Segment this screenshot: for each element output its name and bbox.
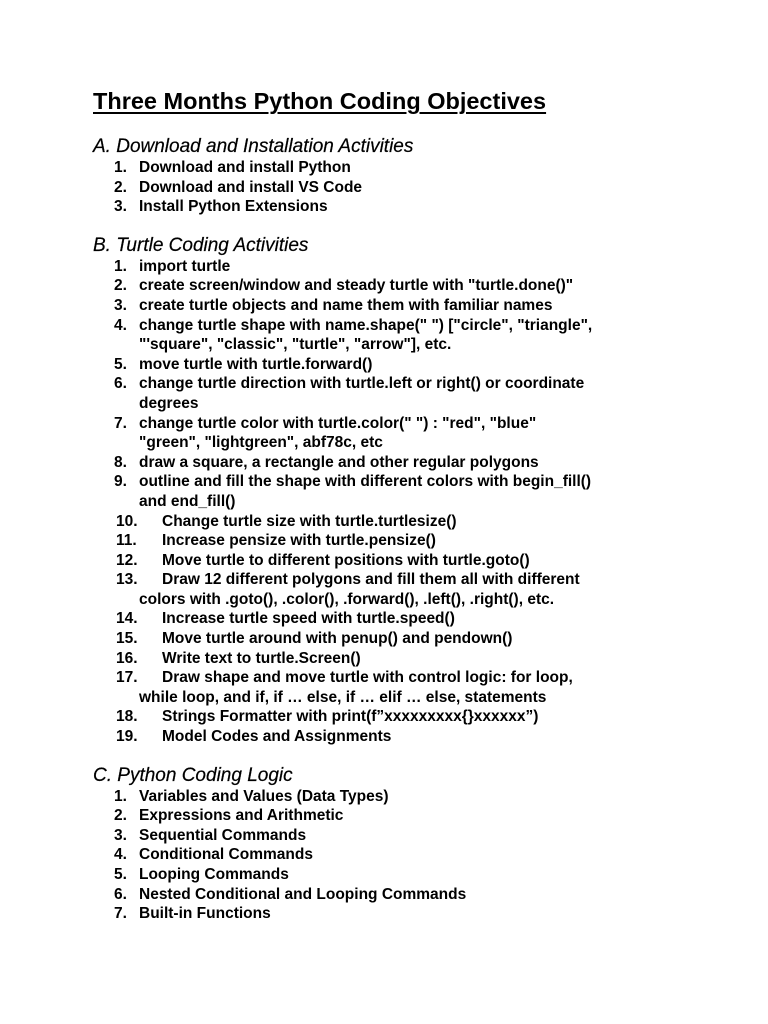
list-item <box>93 158 693 178</box>
list-item <box>93 806 693 826</box>
list-item-number: 1. <box>114 787 127 805</box>
list-item-text: create turtle objects and name them with familiar names <box>139 296 553 314</box>
list-item-number: 2. <box>114 277 127 295</box>
list-item <box>93 787 693 807</box>
list-item-number: 5. <box>114 355 127 373</box>
document-page <box>93 86 693 924</box>
list-item <box>93 178 693 198</box>
list-item-text: Increase pensize with turtle.pensize() <box>162 532 436 550</box>
list-item-text-continued: degrees <box>139 394 199 412</box>
list-item-number: 16. <box>116 649 138 667</box>
list-item-number: 13. <box>116 571 138 589</box>
list-item <box>93 551 693 571</box>
list-item-number: 9. <box>114 473 127 491</box>
list-item-number: 17. <box>116 669 138 687</box>
list-item-number: 3. <box>114 826 127 844</box>
list-item <box>93 472 693 511</box>
list-item <box>93 374 693 413</box>
list-item-text: draw a square, a rectangle and other regular polygons <box>139 453 539 471</box>
list-item-number: 7. <box>114 414 127 432</box>
list-item-text: move turtle with turtle.forward() <box>139 355 373 373</box>
list-item <box>93 453 693 473</box>
list-item-number: 3. <box>114 198 127 216</box>
list-item-text: Built-in Functions <box>139 905 271 923</box>
list-item-text-continued: "green", "lightgreen", abf78c, etc <box>139 434 383 452</box>
list-item <box>93 649 693 669</box>
list-item-number: 19. <box>116 728 138 746</box>
list-item <box>93 316 693 355</box>
list-item <box>93 296 693 316</box>
list-item-text: import turtle <box>139 257 231 275</box>
list-item-text: Nested Conditional and Looping Commands <box>139 885 467 903</box>
list-item-text: Move turtle to different positions with turtle.goto() <box>162 551 530 569</box>
list-item-text: Write text to turtle.Screen() <box>162 649 361 667</box>
list-item-number: 6. <box>114 375 127 393</box>
list-item-text: Model Codes and Assignments <box>162 728 392 746</box>
list-item-text: Draw shape and move turtle with control logic: for loop, <box>162 669 573 687</box>
list-item <box>93 629 693 649</box>
list-item-text: Looping Commands <box>139 866 289 883</box>
list-item <box>93 276 693 296</box>
list-item <box>93 355 693 375</box>
list-item-number: 2. <box>114 178 127 196</box>
list-item-number: 15. <box>116 630 138 648</box>
list-item <box>93 570 693 609</box>
list-item-number: 6. <box>114 885 127 903</box>
list-item <box>93 826 693 846</box>
list-item-text: Download and install VS Code <box>139 178 363 196</box>
list-item-text: Variables and Values (Data Types) <box>139 787 389 805</box>
list-item-text: Strings Formatter with print(f”xxxxxxxxx{}xxxxxx”) <box>162 708 539 726</box>
list-item <box>93 727 693 747</box>
list-item <box>93 414 693 453</box>
section-heading-download: A. Download and Installation Activities <box>93 136 414 157</box>
list-item <box>93 707 693 727</box>
list-item-text: change turtle shape with name.shape(" ") ["circle", "triangle", <box>139 316 593 334</box>
list-item <box>93 512 693 532</box>
section-heading-turtle: B. Turtle Coding Activities <box>93 234 309 256</box>
turtle-activities-list <box>93 257 693 747</box>
list-item-number: 1. <box>114 159 127 176</box>
list-item <box>93 845 693 865</box>
list-item-text: change turtle color with turtle.color(" ") : "red", "blue" <box>139 414 537 432</box>
list-item-number: 8. <box>114 453 127 471</box>
list-item-text-continued: while loop, and if, if … else, if … elif … else, statements <box>139 688 547 706</box>
list-item-text-continued: colors with .goto(), .color(), .forward(), .left(), .right(), etc. <box>139 590 555 608</box>
list-item-text: Move turtle around with penup() and pendown() <box>162 630 513 648</box>
list-item-number: 5. <box>114 866 127 883</box>
list-item <box>93 668 693 707</box>
download-activities-list <box>93 158 693 217</box>
list-item-number: 12. <box>116 551 138 569</box>
list-item-number: 4. <box>114 316 127 334</box>
list-item <box>93 885 693 905</box>
list-item-text: change turtle direction with turtle.left or right() or coordinate <box>139 375 585 393</box>
list-item <box>93 531 693 551</box>
list-item-number: 14. <box>116 610 138 628</box>
list-item-text-continued: and end_fill() <box>139 492 236 510</box>
list-item-text-continued: "'square", "classic", "turtle", "arrow"], etc. <box>139 336 452 354</box>
list-item <box>93 904 693 924</box>
list-item-number: 1. <box>114 257 127 275</box>
list-item-text: Increase turtle speed with turtle.speed() <box>162 610 455 628</box>
list-item <box>93 257 693 277</box>
list-item-text: Change turtle size with turtle.turtlesize() <box>162 512 457 530</box>
list-item-number: 3. <box>114 296 127 314</box>
list-item-text: Install Python Extensions <box>139 198 328 216</box>
list-item-number: 4. <box>114 846 127 864</box>
list-item-number: 11. <box>116 532 137 550</box>
coding-logic-list <box>93 787 693 924</box>
list-item-text: Draw 12 different polygons and fill them all with different <box>162 571 580 589</box>
list-item-text: Sequential Commands <box>139 826 307 844</box>
list-item <box>93 865 693 885</box>
list-item-text: Expressions and Arithmetic <box>139 807 344 825</box>
section-heading-logic: C. Python Coding Logic <box>93 764 293 786</box>
list-item-text: create screen/window and steady turtle with "turtle.done()" <box>139 277 574 295</box>
list-item-text: Download and install Python <box>139 159 351 176</box>
list-item-number: 7. <box>114 905 127 923</box>
list-item-text: Conditional Commands <box>139 846 313 864</box>
list-item-number: 2. <box>114 807 127 825</box>
document-title: Three Months Python Coding Objectives <box>93 88 547 114</box>
list-item <box>93 609 693 629</box>
list-item-number: 18. <box>116 708 138 726</box>
list-item <box>93 197 693 217</box>
list-item-text: outline and fill the shape with different colors with begin_fill() <box>139 473 592 491</box>
list-item-number: 10. <box>116 512 138 530</box>
